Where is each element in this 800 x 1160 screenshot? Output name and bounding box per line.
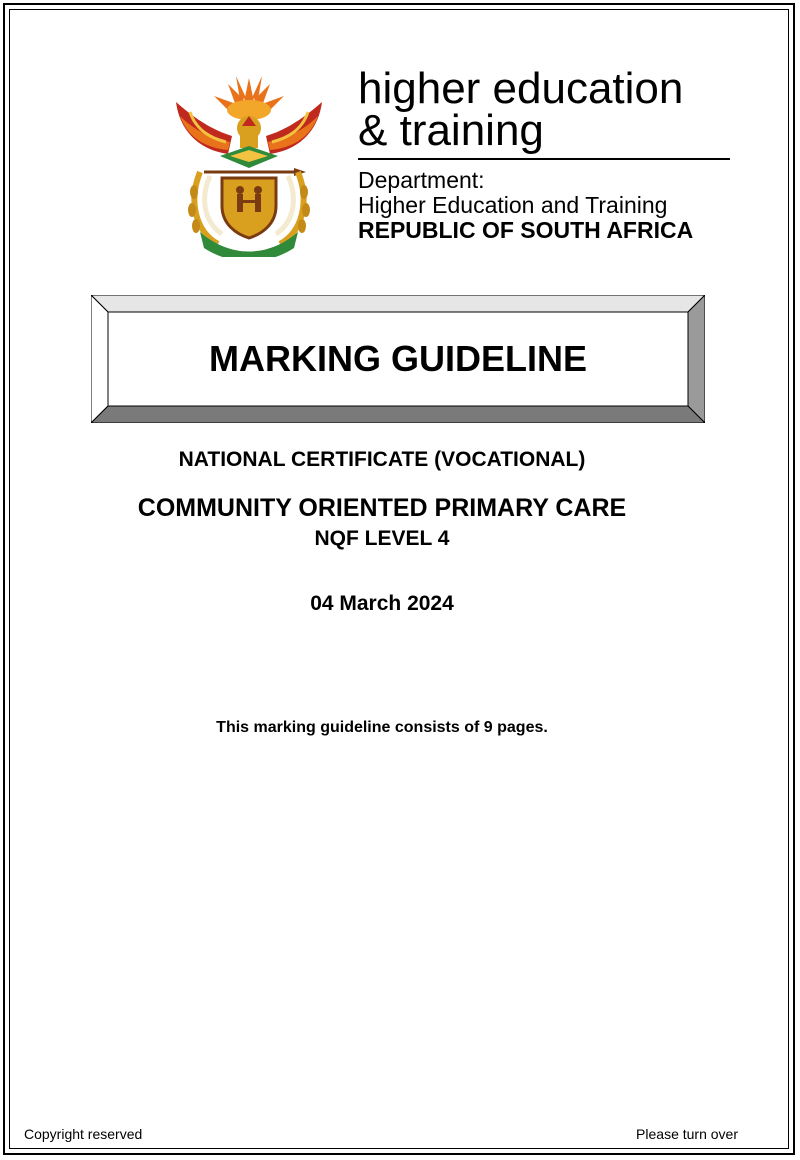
department-label: Department: [358,167,485,193]
country-name: REPUBLIC OF SOUTH AFRICA [358,217,694,243]
qualification: NATIONAL CERTIFICATE (VOCATIONAL) [178,448,586,471]
document-title: MARKING GUIDELINE [209,338,587,379]
brand-line-higher-education: higher education [358,64,684,113]
footer-copyright: Copyright reserved [24,1126,143,1142]
coat-of-arms-logo [170,72,328,257]
footer-turn-over: Please turn over [636,1126,738,1142]
department-name: Higher Education and Training [358,192,668,218]
brand-divider [358,158,730,160]
brand-line-training: & training [358,106,544,155]
subject-name: COMMUNITY ORIENTED PRIMARY CARE [137,494,627,522]
page-count-note: This marking guideline consists of 9 pages. [216,719,548,736]
nqf-level: NQF LEVEL 4 [314,527,450,550]
exam-date: 04 March 2024 [310,592,454,615]
